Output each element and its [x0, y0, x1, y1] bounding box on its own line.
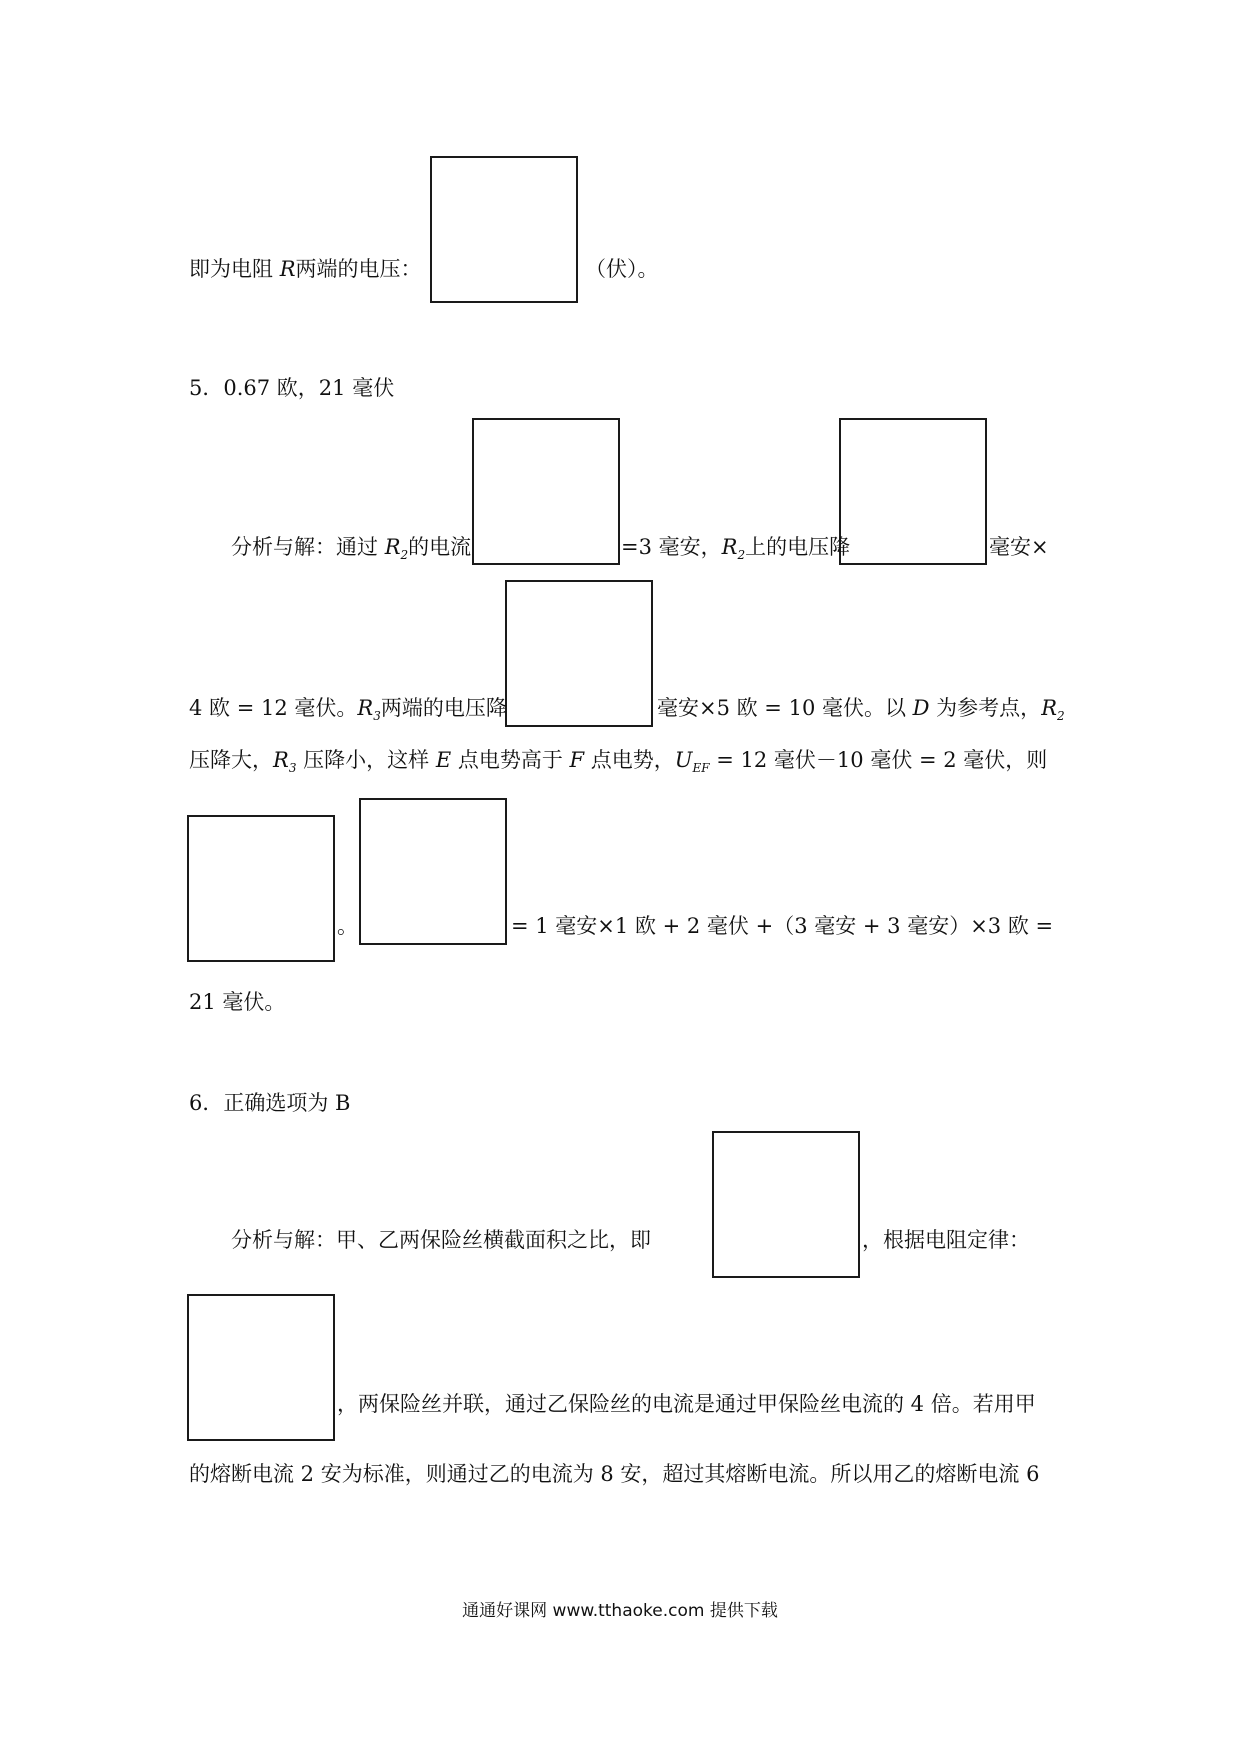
item6-line1-right: ，根据电阻定律： — [862, 1228, 1030, 1252]
item5-line4-dot: 。 — [337, 914, 358, 938]
formula-image-placeholder — [472, 418, 620, 565]
item6-line1-left: 分析与解：甲、乙两保险丝横截面积之比，即 — [231, 1228, 651, 1252]
item4-line: 即为电阻 R两端的电压： — [189, 257, 422, 281]
item5-line2-left: 4 欧 = 12 毫伏。$R_3$两端的电压降 — [189, 696, 507, 723]
item5-line1-right: 毫安× — [989, 535, 1049, 559]
item6-heading: 6．正确选项为 B — [189, 1091, 351, 1115]
formula-image-placeholder — [359, 798, 507, 945]
item5-line1-left: 分析与解：通过 $R_2$的电流 — [231, 535, 472, 562]
formula-image-placeholder — [430, 156, 578, 303]
item5-line1-mid: =3 毫安，$R_2$上的电压降 — [621, 535, 851, 562]
item5-line2-right: 毫安×5 欧 = 10 毫伏。以 D 为参考点，$R_2$ — [657, 696, 1065, 723]
formula-image-placeholder — [505, 580, 653, 727]
item6-line2: ，两保险丝并联，通过乙保险丝的电流是通过甲保险丝电流的 4 倍。若用甲 — [337, 1392, 1036, 1416]
item5-line4: = 1 毫安×1 欧 + 2 毫伏 +（3 毫安 + 3 毫安）×3 欧 = — [511, 914, 1054, 938]
item5-heading: 5．0.67 欧，21 毫伏 — [189, 376, 395, 400]
item5-line5: 21 毫伏。 — [189, 990, 286, 1014]
formula-image-placeholder — [187, 815, 335, 962]
item6-line3: 的熔断电流 2 安为标准，则通过乙的电流为 8 安，超过其熔断电流。所以用乙的熔断电流 6 — [189, 1462, 1040, 1486]
item5-line3: 压降大，$R_3$ 压降小，这样 E 点电势高于 F 点电势，$U_{EF} = 12$ 毫伏－10 毫伏 = 2 毫伏，则 — [189, 748, 1048, 775]
item4-line-end: （伏）。 — [585, 257, 659, 281]
page-footer: 通通好课网 www.tthaoke.com 提供下载 — [462, 1601, 778, 1621]
formula-image-placeholder — [187, 1294, 335, 1441]
formula-image-placeholder — [712, 1131, 860, 1278]
formula-image-placeholder — [839, 418, 987, 565]
